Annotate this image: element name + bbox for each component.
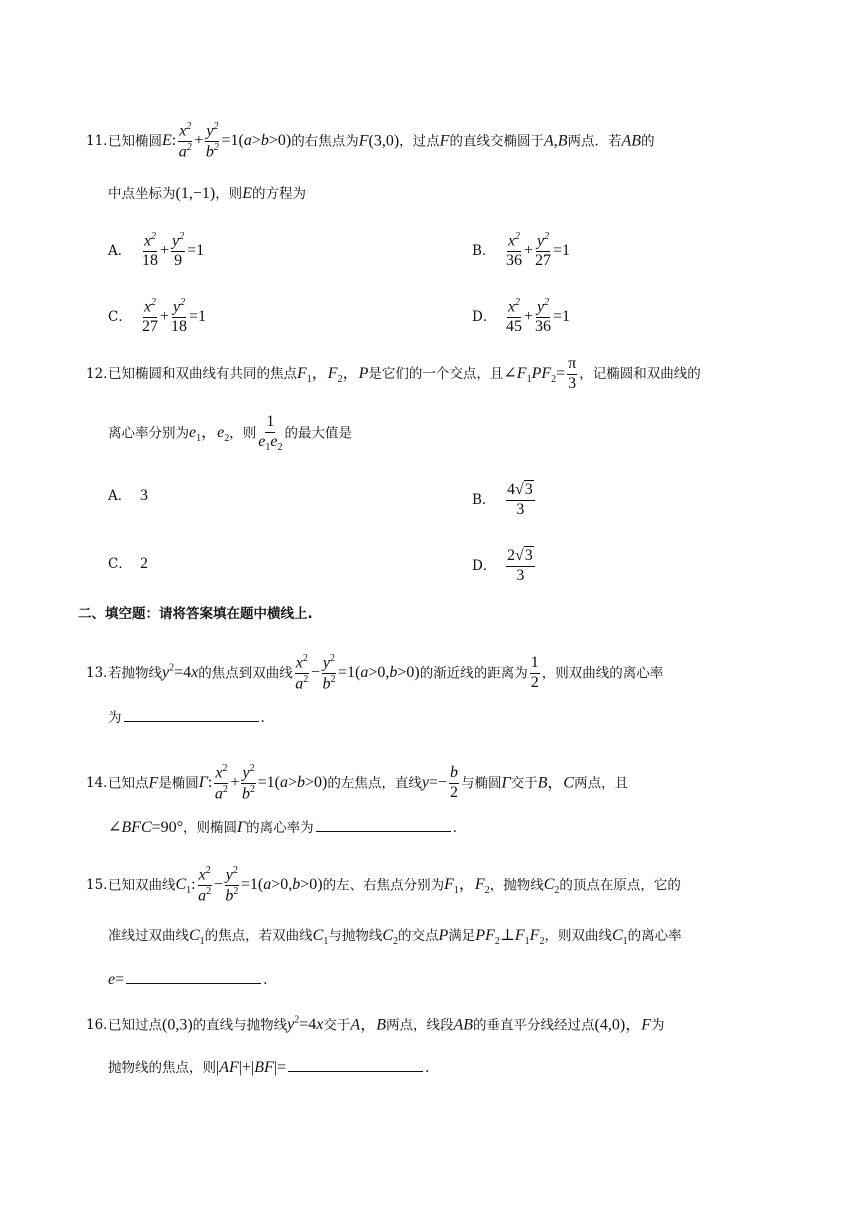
q12-option-d[interactable]: D． $\frac{2√3}{3}$: [472, 547, 533, 584]
q11-option-a[interactable]: A． $\frac{x^2}{18}$ + $\frac{y^2}{9}$ =1: [108, 231, 205, 270]
q16-line2: 抛物线的焦点，则|AF|+|BF|= .: [108, 1059, 430, 1076]
q13-line2: 为 .: [108, 710, 265, 726]
q13-line1: 13．若抛物线$y^2=4x$的焦点到双曲线 $\frac{x^2}{a^2}$ − $\frac{y^2}{b^2}$ =1(a>0,b>0)的渐近线的距离为 $\frac{1}{2}$ ，则双曲线的离心率: [86, 653, 664, 693]
q14-line2: ∠BFC=90°，则椭圆Γ的离心率为 .: [108, 819, 457, 836]
answer-blank-15[interactable]: [126, 982, 261, 984]
q15-line2: 准线过双曲线$C_1$的焦点，若双曲线$C_1$与抛物线$C_2$的交点P满足$PF_2\perp F_1F_2$，则双曲线$C_1$的离心率: [108, 927, 682, 948]
q11-option-d[interactable]: D． $\frac{x^2}{45}$ + $\frac{y^2}{36}$ =1: [472, 297, 571, 336]
q15-line3: e= .: [108, 971, 268, 988]
q12-option-a[interactable]: A． 3: [108, 487, 148, 504]
q16-line1: 16．已知过点(0,3)的直线与抛物线$y^2=4x$交于A，B两点，线段AB的垂直平分线经过点(4,0)，F为: [86, 1015, 665, 1034]
q12-line2: 离心率分别为$e_1$，$e_2$，则 $\frac{1}{e_1e_2}$ 的最大值是: [108, 413, 352, 453]
answer-blank-14[interactable]: [316, 830, 451, 832]
ellipse-equation: E: $\frac{x^2}{a^2}$ + $\frac{y^2}{b^2}$ =1(a>b>0): [162, 121, 292, 161]
answer-blank-16[interactable]: [288, 1070, 423, 1072]
q11-option-c[interactable]: C． $\frac{x^2}{27}$ + $\frac{y^2}{18}$ =1: [108, 297, 207, 336]
q14-line1: 14．已知点F是椭圆Γ: $\frac{x^2}{a^2}$ + $\frac{y^2}{b^2}$ =1(a>b>0)的左焦点，直线y=− $\frac{b}{2}$ 与椭圆Γ交于B，C两点，且: [86, 763, 629, 803]
q12-option-b[interactable]: B． $\frac{4√3}{3}$: [472, 481, 533, 518]
q15-line1: 15．已知双曲线$C_1$: $\frac{x^2}{a^2}$ − $\frac{y^2}{b^2}$ =1(a>0,b>0)的左、右焦点分别为$F_1$，$F_2$，抛物线$C_2$的顶点在原点，它的: [86, 865, 681, 905]
section-heading: 二、填空题：请将答案填在题中横线上.: [78, 606, 313, 622]
q11-option-b[interactable]: B． $\frac{x^2}{36}$ + $\frac{y^2}{27}$ =1: [472, 231, 571, 270]
q11-line1: 11．已知椭圆E: $\frac{x^2}{a^2}$ + $\frac{y^2}{b^2}$ =1(a>b>0)的右焦点为F(3,0)，过点F的直线交椭圆于A,B两点．若AB的: [86, 121, 655, 161]
answer-blank-13[interactable]: [124, 720, 259, 722]
q11-line2: 中点坐标为(1,−1)，则E的方程为: [108, 185, 306, 202]
q12-option-c[interactable]: C． 2: [108, 555, 148, 572]
q11-number: 11．: [86, 133, 117, 150]
q12-line1: 12．已知椭圆和双曲线有共同的焦点$F_1$，$F_2$，P是它们的一个交点，且$\angle F_1PF_2=$ $\frac{\pi}{3}$ ，记椭圆和双曲线的: [86, 355, 701, 392]
